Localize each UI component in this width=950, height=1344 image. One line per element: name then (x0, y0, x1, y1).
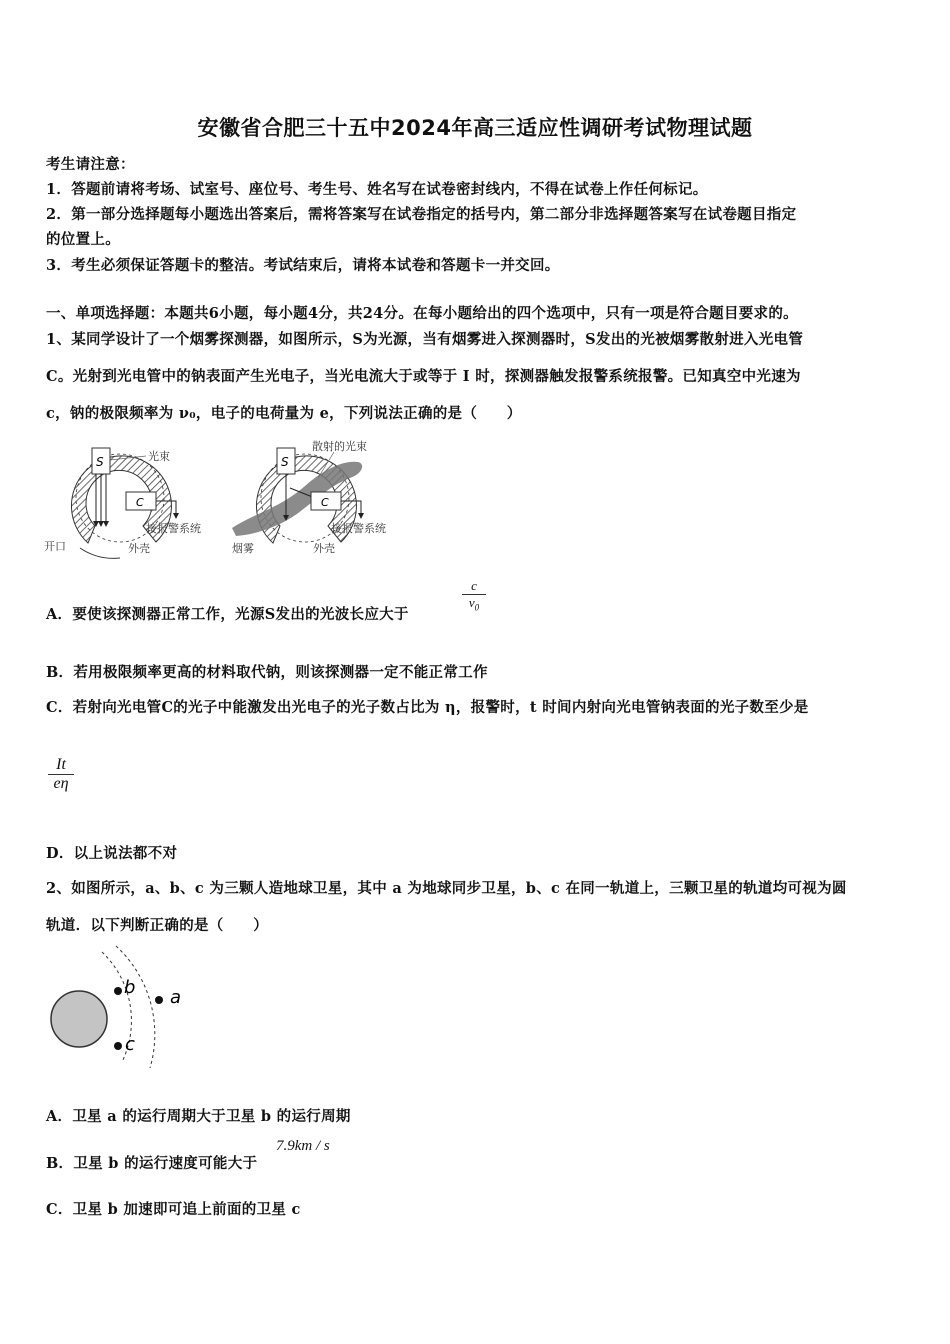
beam-label: 光束 (148, 450, 170, 463)
q1-option-c-fraction (48, 756, 74, 793)
satellite-a-label: a (170, 987, 182, 1008)
scattered-beam-label: 散射的光束 (312, 440, 367, 453)
q2-option-c: C．卫星 b 加速即可追上前面的卫星 c (46, 1201, 301, 1218)
notice-item-3: 3．考生必须保证答题卡的整洁。考试结束后，请将本试卷和答题卡一并交回。 (46, 257, 560, 274)
fraction-numerator: It (56, 756, 66, 773)
q2-stem-line-2: 轨道．以下判断正确的是（ ） (46, 917, 268, 934)
detector-diagram-left (44, 448, 201, 558)
q2-option-b-speed: 7.9km / s (276, 1138, 330, 1154)
shell-label: 外壳 (128, 542, 150, 555)
q2-option-a: A．卫星 a 的运行周期大于卫星 b 的运行周期 (46, 1108, 351, 1125)
denominator-subscript: 0 (474, 602, 480, 613)
satellite-a (155, 996, 163, 1004)
q1-option-d: D．以上说法都不对 (46, 845, 178, 862)
detector-diagram-right (232, 439, 386, 555)
satellite-b-label: b (124, 977, 136, 998)
q2-option-b: B．卫星 b 的运行速度可能大于 (46, 1155, 258, 1172)
source-label: S (96, 455, 104, 469)
tube-label: C (321, 496, 329, 509)
satellite-c-label: c (125, 1034, 135, 1055)
notice-item-2-cont: 的位置上。 (46, 231, 120, 248)
q1-stem-line-1: 1、某同学设计了一个烟雾探测器，如图所示，S为光源，当有烟雾进入探测器时，S发出的光被烟雾散射进入光电管 (46, 331, 804, 348)
notice-heading: 考生请注意： (46, 156, 135, 173)
q1-option-c: C．若射向光电管C的光子中能激发出光电子的光子数占比为 η，报警时，t 时间内射向光电管钠表面的光子数至少是 (46, 699, 809, 716)
page-title: 安徽省合肥三十五中2024年高三适应性调研考试物理试题 (197, 116, 753, 140)
alarm-label: 接报警系统 (331, 522, 386, 535)
fraction-numerator: c (471, 578, 477, 593)
q1-option-a-fraction (462, 578, 486, 613)
orbit-a (116, 946, 155, 1068)
fraction-denominator (462, 595, 486, 613)
alarm-label: 接报警系统 (146, 522, 201, 535)
q1-stem-line-2: C。光射到光电管中的钠表面产生光电子，当光电流大于或等于 I 时，探测器触发报警系统报警。已知真空中光速为 (46, 368, 801, 385)
satellite-orbit-figure (44, 944, 204, 1072)
opening-label: 开口 (44, 540, 66, 553)
tube-label: C (136, 496, 144, 509)
earth-circle (51, 991, 107, 1047)
q2-stem-line-1: 2、如图所示，a、b、c 为三颗人造地球卫星，其中 a 为地球同步卫星，b、c 在同一轨道上，三颗卫星的轨道均可视为圆 (46, 880, 847, 897)
q1-option-b: B．若用极限频率更高的材料取代钠，则该探测器一定不能正常工作 (46, 664, 488, 681)
notice-item-1: 1．答题前请将考场、试室号、座位号、考生号、姓名写在试卷密封线内，不得在试卷上作任何标记。 (46, 181, 708, 198)
smoke-label: 烟雾 (232, 542, 254, 555)
q1-option-a: A．要使该探测器正常工作，光源S发出的光波长应大于 (46, 606, 409, 623)
fraction-denominator: eη (53, 775, 69, 792)
q1-stem-line-3: c，钠的极限频率为 ν₀，电子的电荷量为 e，下列说法正确的是（ ） (46, 405, 522, 422)
smoke-detector-figure (40, 438, 410, 563)
notice-item-2: 2．第一部分选择题每小题选出答案后，需将答案写在试卷指定的括号内，第二部分非选择题答案写在试卷题目指定 (46, 206, 797, 223)
denominator-symbol: v (468, 595, 475, 610)
shell-label: 外壳 (313, 542, 335, 555)
satellite-c (114, 1042, 122, 1050)
source-label: S (281, 455, 289, 469)
section-heading: 一、单项选择题：本题共6小题，每小题4分，共24分。在每小题给出的四个选项中，只有一项是符合题目要求的。 (46, 305, 798, 322)
satellite-b (114, 987, 122, 995)
